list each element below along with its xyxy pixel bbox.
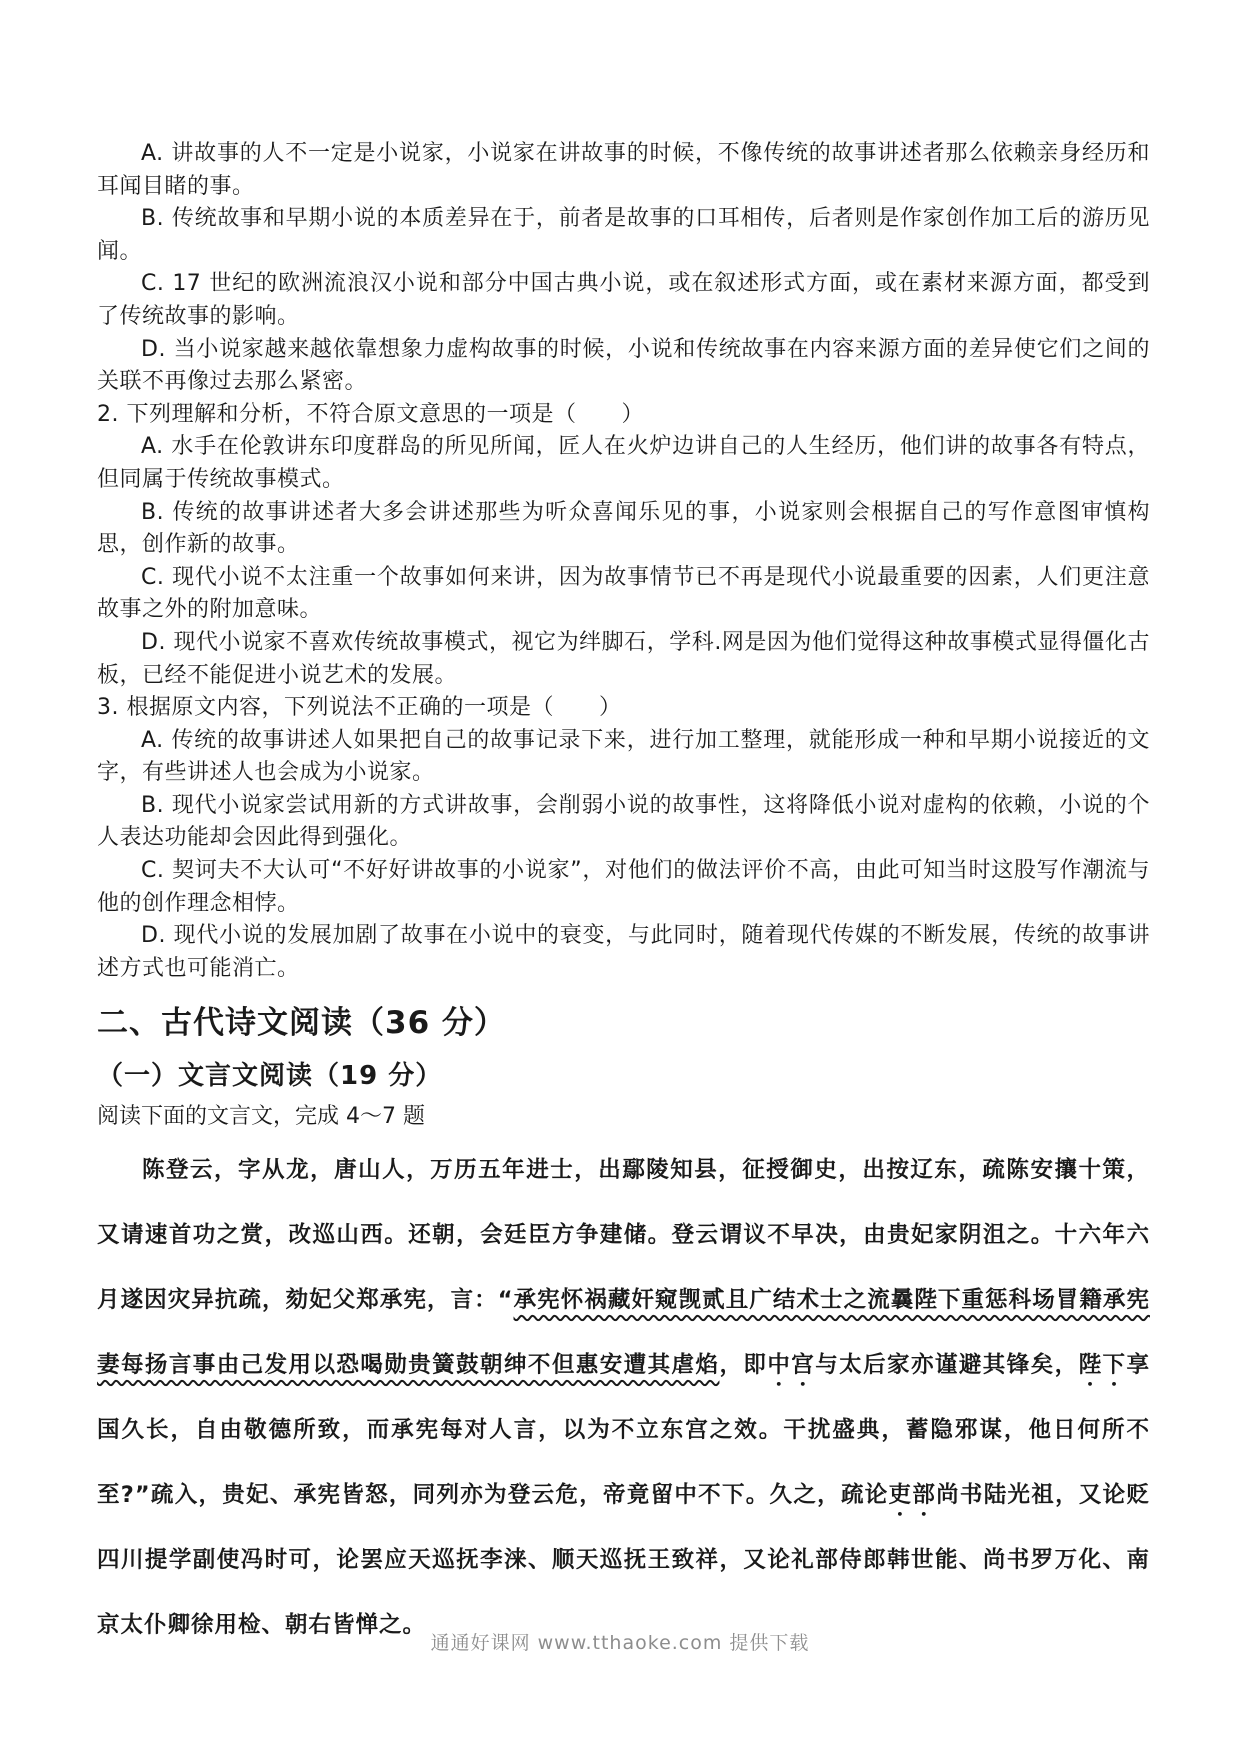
passage-emphasis-libu: 吏部 [888, 1482, 937, 1509]
q3-option-b [97, 790, 1150, 855]
q3-option-c [97, 855, 1150, 920]
option-label: D. [141, 629, 166, 655]
option-text: 传统故事和早期小说的本质差异在于，前者是故事的口耳相传，后者则是作家创作加工后的游历见闻。 [97, 206, 1150, 264]
q2-option-b [97, 497, 1150, 562]
option-label: C. [141, 564, 165, 590]
q3-stem: 3. 根据原文内容，下列说法不正确的一项是（ ） [97, 695, 622, 721]
q2-option-d [97, 627, 1150, 692]
passage-text: 尚书陆光祖，又论贬四川提学副使冯时可，论罢应天巡抚李涞、顺天巡抚王致祥，又论礼部侍郎韩世能、尚书罗万化、南京太仆卿徐用检、朝右皆惮之。 [97, 1482, 1150, 1639]
subsection-1-title: （一）文言文阅读（19 分） [97, 1060, 443, 1091]
q2-stem: 2. 下列理解和分析，不符合原文意思的一项是（ ） [97, 401, 644, 427]
q1-option-a [97, 138, 1150, 203]
option-label: A. [141, 727, 164, 753]
passage-emphasis-bixia: 陛下 [1078, 1352, 1127, 1379]
option-label: B. [141, 499, 165, 525]
option-text: 契诃夫不大认可“不好好讲故事的小说家”，对他们的做法评价不高，由此可知当时这股写作潮流与他的创作理念相悖。 [97, 858, 1150, 916]
passage-text: 享国久长，自由敬德所致，而承宪每对人言，以为不立东宫之效。干扰盛典，蓄隐邪谋，他日何所不至?”疏入，贵妃、承宪皆怒，同列亦为登云危，帝竟留中不下。久之，疏论 [97, 1352, 1150, 1509]
question-1-options [97, 138, 1150, 399]
passage-text: 与太后家亦谨避其锋矣， [815, 1352, 1079, 1379]
q2-option-c [97, 562, 1150, 627]
option-text: 水手在伦敦讲东印度群岛的所见所闻，匠人在火炉边讲自己的人生经历，他们讲的故事各有特点，但同属于传统故事模式。 [97, 434, 1150, 492]
option-text: 17 世纪的欧洲流浪汉小说和部分中国古典小说，或在叙述形式方面，或在素材来源方面，都受到了传统故事的影响。 [97, 271, 1150, 329]
q1-option-d [97, 334, 1150, 399]
section-2-title: 二、古代诗文阅读（36 分） [97, 1005, 506, 1042]
passage-underlined-segment: 承宪怀祸藏奸窥觊贰且广结术士之流曩陛下重惩科场冒籍承宪妻每扬言事由己发用以恐喝勋贵簧鼓朝绅不但惠安遭其虐焰 [97, 1287, 1150, 1379]
option-label: D. [141, 336, 166, 362]
option-text: 传统的故事讲述者大多会讲述那些为听众喜闻乐见的事，小说家则会根据自己的写作意图审慎构思，创作新的故事。 [97, 499, 1150, 558]
option-text: 讲故事的人不一定是小说家，小说家在讲故事的时候，不像传统的故事讲述者那么依赖亲身经历和耳闻目睹的事。 [97, 141, 1150, 199]
option-label: C. [141, 858, 165, 884]
passage-text: 陈登云，字从龙，唐山人，万历五年进士，出鄢陵知县，征授御史，出按辽东，疏陈安攘十策，又请速首功之赏，改巡山西。还朝，会廷臣方争建储。登云谓议不早决，由贵妃家阴沮之。十六年六月遂因灾异抗疏，劾妃父郑承宪，言：“ [97, 1157, 1150, 1314]
option-label: A. [141, 434, 164, 460]
option-label: B. [141, 792, 165, 818]
option-text: 现代小说的发展加剧了故事在小说中的衰变，与此同时，随着现代传媒的不断发展，传统的故事讲述方式也可能消亡。 [97, 923, 1150, 981]
option-text: 现代小说家不喜欢传统故事模式，视它为绊脚石，学科.网是因为他们觉得这种故事模式显得僵化古板，已经不能促进小说艺术的发展。 [97, 629, 1150, 688]
passage-instruction: 阅读下面的文言文，完成 4～7 题 [97, 1103, 425, 1129]
option-label: C. [141, 271, 165, 297]
option-text: 传统的故事讲述人如果把自己的故事记录下来，进行加工整理，就能形成一种和早期小说接近的文字，有些讲述人也会成为小说家。 [97, 727, 1150, 786]
question-2 [97, 399, 1150, 692]
option-text: 现代小说家尝试用新的方式讲故事，会削弱小说的故事性，这将降低小说对虚构的依赖，小说的个人表达功能却会因此得到强化。 [97, 792, 1150, 851]
q2-option-a [97, 431, 1150, 496]
passage-emphasis-zhonggong: 中宫 [767, 1352, 816, 1379]
question-3 [97, 692, 1150, 985]
q1-option-b [97, 203, 1150, 268]
option-label: B. [141, 206, 165, 232]
q3-option-a [97, 725, 1150, 790]
footer-watermark: 通通好课网 www.tthaoke.com 提供下载 [430, 1632, 810, 1654]
classical-passage [97, 1138, 1150, 1658]
option-label: A. [141, 141, 164, 166]
q1-option-c [97, 268, 1150, 333]
q3-option-d [97, 920, 1150, 985]
passage-text: ，即 [719, 1352, 768, 1379]
option-text: 当小说家越来越依靠想象力虚构故事的时候，小说和传统故事在内容来源方面的差异使它们之间的关联不再像过去那么紧密。 [97, 336, 1150, 395]
option-text: 现代小说不太注重一个故事如何来讲，因为故事情节已不再是现代小说最重要的因素，人们更注意故事之外的附加意味。 [97, 564, 1150, 623]
option-label: D. [141, 923, 166, 949]
